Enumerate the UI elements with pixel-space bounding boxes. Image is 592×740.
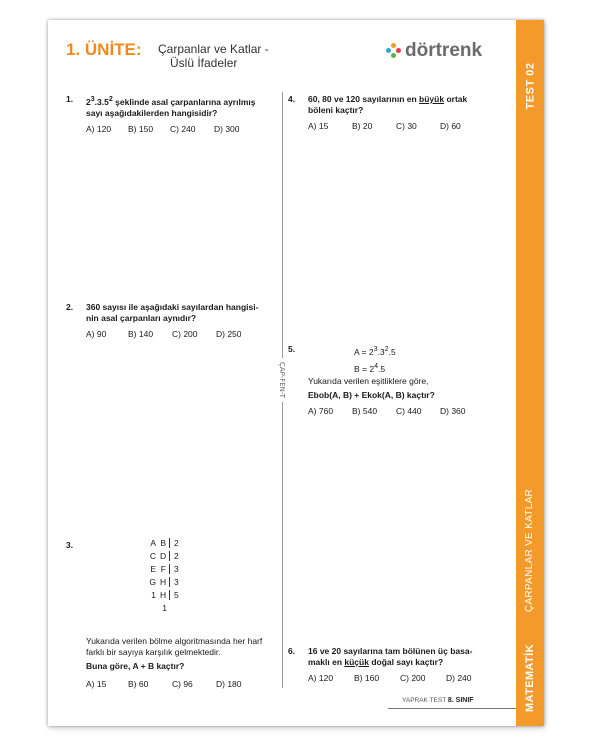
page-footer: YAPRAK TEST 8. SINIF	[402, 697, 474, 704]
option-b[interactable]: B) 60	[128, 679, 149, 689]
division-row: C D 2	[149, 550, 179, 561]
option-c[interactable]: C) 200	[400, 673, 426, 683]
option-d[interactable]: D) 360	[440, 405, 466, 416]
brand-logo	[386, 40, 482, 62]
option-a[interactable]: A) 120	[308, 673, 334, 683]
option-d[interactable]: D) 180	[216, 679, 242, 689]
question-5-options	[308, 406, 466, 417]
option-c[interactable]: C) 30	[396, 121, 417, 131]
brand-dots-icon	[386, 43, 402, 59]
division-algorithm	[146, 536, 182, 614]
division-row: E F 3	[150, 563, 179, 574]
option-b[interactable]: B) 150	[128, 123, 154, 134]
division-row: G H 3	[149, 576, 179, 587]
question-2-options	[86, 329, 258, 340]
question-1-stem: $2^3.3.5^2$ şeklinde asal çarpanlarına ayrılmış sayı aşağıdakilerden hangisidir?	[86, 95, 256, 118]
question-6-options	[308, 673, 472, 684]
divider-code-label: ÇAP-FEN-T	[277, 358, 288, 402]
brand-name: dörtrenk	[405, 40, 483, 61]
option-c[interactable]: C) 240	[170, 123, 196, 134]
question-5-equations: $A = 2^3.3^2.5$ $B = 2^4.5$	[354, 345, 396, 374]
option-c[interactable]: C) 96	[172, 679, 193, 689]
division-row: 1 H 5	[151, 589, 179, 600]
option-b[interactable]: B) 140	[128, 329, 154, 339]
option-c[interactable]: C) 200	[172, 329, 198, 339]
option-c[interactable]: C) 440	[396, 405, 422, 416]
option-b[interactable]: B) 160	[354, 673, 380, 683]
option-a[interactable]: A) 760	[308, 405, 334, 416]
option-b[interactable]: B) 20	[352, 121, 373, 131]
option-d[interactable]: D) 300	[214, 123, 240, 134]
question-5-stem: Ebob(A, B) + Ekok(A, B) kaçtır?	[308, 389, 435, 400]
unit-title: 1. ÜNİTE:	[66, 40, 142, 59]
topic-title	[158, 42, 328, 70]
option-b[interactable]: B) 540	[352, 405, 378, 416]
division-row: 1	[162, 602, 167, 613]
option-a[interactable]: A) 120	[86, 123, 112, 134]
side-topic-label: ÇARPANLAR VE KATLAR	[524, 488, 536, 612]
question-5-text: Yukarıda verilen eşitliklere göre,	[308, 375, 429, 386]
footer-rule	[388, 708, 516, 709]
option-d[interactable]: D) 240	[446, 673, 472, 683]
option-d[interactable]: D) 60	[440, 121, 461, 131]
topic-title-line-2: Üslü İfadeler	[170, 56, 238, 70]
question-3-options	[86, 679, 262, 690]
question-4-options	[308, 121, 467, 132]
side-test-label: TEST 02	[524, 62, 536, 110]
option-a[interactable]: A) 15	[308, 121, 329, 131]
question-2-stem: 360 sayısı ile aşağıdaki sayılardan hangisi- nin asal çarpanları aynıdır?	[86, 302, 259, 323]
side-bar	[516, 20, 544, 726]
option-a[interactable]: A) 90	[86, 329, 107, 339]
option-d[interactable]: D) 250	[216, 329, 242, 339]
question-4-stem: 60, 80 ve 120 sayılarının en büyük ortak böleni kaçtır?	[308, 94, 468, 115]
question-3-stem: Buna göre, A + B kaçtır?	[86, 661, 185, 671]
question-3-text: Yukarıda verilen bölme algoritmasında her harf farklı bir sayıya karşılık gelmektedir.	[86, 636, 263, 657]
option-a[interactable]: A) 15	[86, 679, 107, 689]
question-1-options	[86, 124, 256, 135]
side-subject-label: MATEMATİK	[524, 644, 536, 712]
question-6-stem: 16 ve 20 sayılarına tam bölünen üç basa- maklı en küçük doğal sayı kaçtır?	[308, 646, 473, 667]
division-row: A B 2	[150, 537, 179, 548]
topic-title-line-1: Çarpanlar ve Katlar -	[158, 42, 269, 56]
worksheet-page: 1. ÜNİTE: Çarpanlar ve Katlar - Üslü İfadeler dörtrenk TEST 02 ÇARPANLAR VE KATLAR MATEMATİK ÇAP-FEN-T 1. $2^3.3.5^2$ şeklinde asal çarpanlarına ayrılmış sayı aşağıdakilerden hangisidir? A) 120 B) 150 C) 240 D) 300 2. 360 sayısı ile aşağıdaki sayılardan hangisi- nin asal çarpanları aynıdır? A) 90 B) 140 C) 200 D) 250 3. A B 2 C D 2 E F 3 G H 3 1 H 5 1 Yukarıda verilen bölme algoritmasında her harf farklı bir sayıya karşılık gelmektedir. Buna göre, A + B kaçtır? A) 15 B) 60 C) 96 D) 180 4. 60, 80 ve 120 sayılarının en büyük ortak böleni kaçtır? A) 15 B) 20 C) 30 D) 60 5. $A = 2^3.3^2.5$ $B = 2^4.5$ Yukarıda verilen eşitliklere göre, Ebob(A, B) + Ekok(A, B) kaçtır? A) 760 B) 540 C) 440 D) 360 6. 16 ve 20 sayılarına tam bölünen üç basa- maklı en küçük doğal sayı kaçtır? A) 120 B) 160 C) 200 D) 240 YAPRAK TEST 8. SINIF	[48, 20, 544, 726]
